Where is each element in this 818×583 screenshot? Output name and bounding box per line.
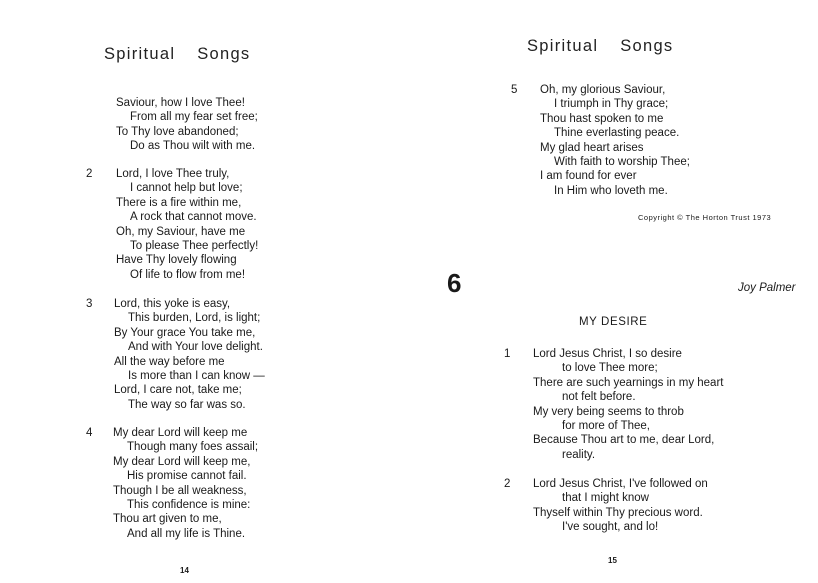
verse-line: Because Thou art to me, dear Lord,	[533, 434, 715, 447]
verse-line: And all my life is Thine.	[127, 527, 246, 540]
verse-line: To Thy love abandoned;	[116, 125, 239, 138]
verse-line: Is more than I can know —	[128, 370, 265, 383]
verse-line: Oh, my Saviour, have me	[116, 225, 246, 238]
verse-line: My glad heart arises	[540, 141, 644, 154]
page-number: 15	[608, 556, 617, 565]
verse-line: Saviour, how I love Thee!	[116, 97, 245, 109]
verse-number: 5	[511, 84, 518, 96]
verse-line: With faith to worship Thee;	[554, 156, 690, 169]
verse-line: His promise cannot fail.	[127, 470, 247, 483]
verse-line: There is a fire within me,	[116, 196, 242, 209]
verse-lines	[114, 297, 265, 412]
verse-lines	[533, 477, 708, 535]
copyright-notice: Copyright © The Horton Trust 1973	[638, 213, 772, 222]
verse-line: Lord, I love Thee truly,	[116, 168, 230, 180]
verse-line: All the way before me	[114, 355, 225, 368]
verse-line: Of life to flow from me!	[130, 268, 246, 281]
verse-line: My very being seems to throb	[533, 405, 684, 418]
verse-line: My dear Lord will keep me	[113, 427, 248, 439]
verse-lines	[116, 167, 258, 282]
verse-line: Thou art given to me,	[113, 513, 222, 526]
verse-number: 2	[504, 478, 511, 490]
verse-line: Lord Jesus Christ, I've followed on	[533, 478, 708, 490]
verse-line: There are such yearnings in my heart	[533, 376, 724, 389]
verse-number: 1	[504, 348, 511, 360]
verse-lines	[533, 347, 723, 462]
verse-line: The way so far was so.	[128, 398, 246, 411]
running-head: Spiritual Songs	[527, 37, 674, 55]
verse-line: Lord Jesus Christ, I so desire	[533, 348, 682, 360]
song-title: MY DESIRE	[579, 316, 648, 328]
verse-line: that I might know	[562, 492, 649, 505]
verse-line: Lord, this yoke is easy,	[114, 298, 231, 310]
verse-lines	[540, 83, 690, 198]
verse-line: I triumph in Thy grace;	[554, 98, 669, 111]
verse-line: This confidence is mine:	[127, 499, 251, 512]
verse-line: Though many foes assail;	[127, 441, 259, 454]
verse-line: I cannot help but love;	[130, 182, 243, 195]
song-number: 6	[447, 268, 462, 298]
verse-number: 4	[86, 427, 93, 439]
verse-line: Thine everlasting peace.	[554, 127, 680, 140]
verse-line: Thyself within Thy precious word.	[533, 506, 703, 519]
verse-line: Oh, my glorious Saviour,	[540, 84, 666, 96]
running-head: Spiritual Songs	[104, 45, 251, 63]
song-author: Joy Palmer	[738, 282, 796, 294]
verse-line: reality.	[562, 448, 596, 461]
verse-line: And with Your love delight.	[128, 341, 263, 354]
right-page	[409, 0, 818, 583]
verse-line: for more of Thee,	[562, 420, 650, 433]
verse-line: Do as Thou wilt with me.	[130, 140, 256, 153]
verse-line: My dear Lord will keep me,	[113, 455, 251, 468]
verse-line: not felt before.	[562, 391, 636, 404]
verse-line: A rock that cannot move.	[130, 211, 257, 224]
verse-line: From all my fear set free;	[130, 111, 258, 124]
verse-lines	[116, 96, 258, 154]
verse-lines	[113, 426, 258, 541]
verse-line: To please Thee perfectly!	[130, 240, 259, 253]
verse-number: 3	[86, 298, 93, 310]
verse-line: Thou hast spoken to me	[540, 112, 664, 125]
verse-line: This burden, Lord, is light;	[128, 312, 261, 325]
verse-line: Lord, I care not, take me;	[114, 384, 242, 397]
verse-line: I've sought, and lo!	[562, 521, 659, 534]
verse-line: to love Thee more;	[562, 362, 658, 375]
verse-number: 2	[86, 168, 93, 180]
verse-line: In Him who loveth me.	[554, 184, 668, 197]
verse-line: By Your grace You take me,	[114, 326, 256, 339]
verse-line: Though I be all weakness,	[113, 484, 247, 497]
verse-line: I am found for ever	[540, 170, 637, 183]
page-number: 14	[180, 566, 189, 575]
verse-line: Have Thy lovely flowing	[116, 254, 237, 267]
